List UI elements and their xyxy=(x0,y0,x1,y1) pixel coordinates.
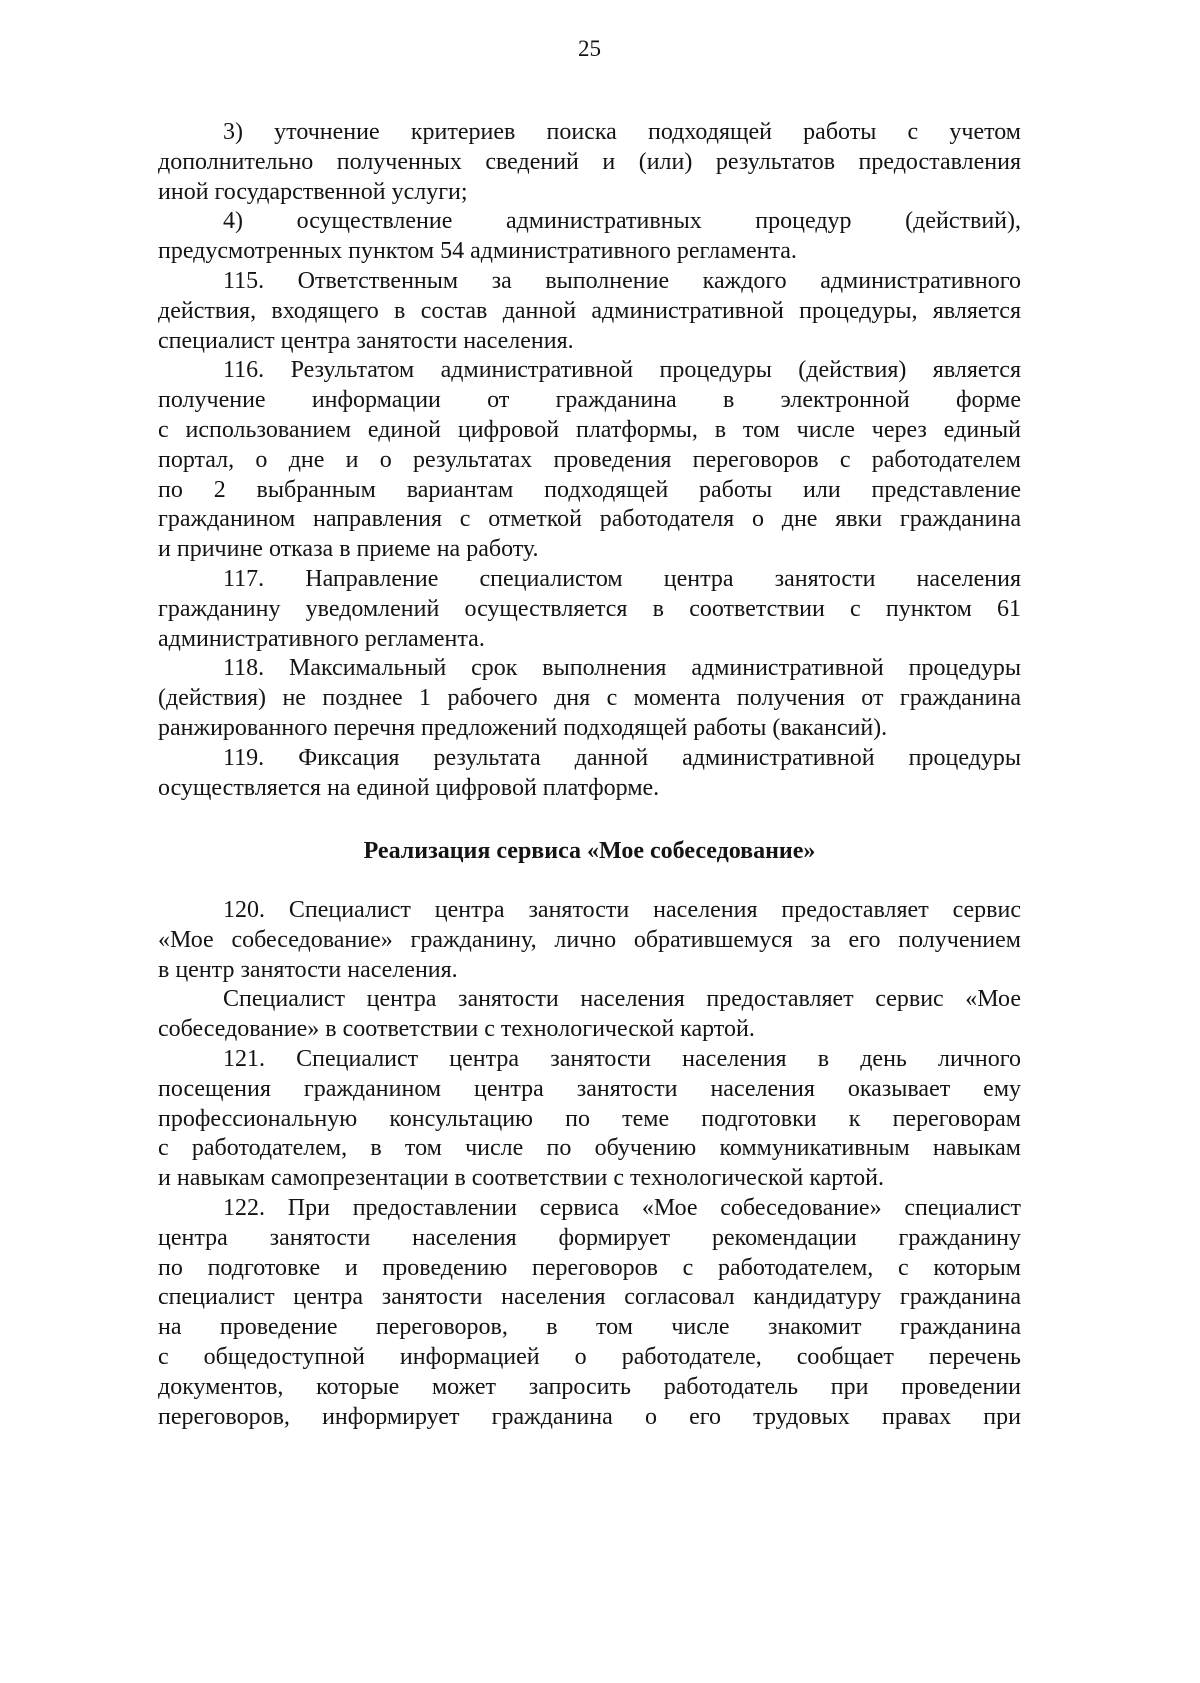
page-number: 25 xyxy=(578,36,601,61)
text-line: дополнительно полученных сведений и (или) результатов предоставления xyxy=(158,148,1021,175)
text-line: по 2 выбранным вариантам подходящей работы или представление xyxy=(158,476,1021,503)
text-line: и навыкам самопрезентации в соответствии с технологической картой. xyxy=(158,1165,884,1192)
text-line: по подготовке и проведению переговоров с работодателем, с которым xyxy=(158,1254,1021,1281)
text-line: портал, о дне и о результатах проведения переговоров с работодателем xyxy=(158,446,1021,473)
text-line: 119. Фиксация результата данной административной процедуры xyxy=(223,744,1021,771)
paragraph xyxy=(158,896,1021,985)
text-line: ранжированного перечня предложений подходящей работы (вакансий). xyxy=(158,714,888,741)
paragraph xyxy=(158,207,1021,267)
section-heading: Реализация сервиса «Мое собеседование» xyxy=(363,838,816,864)
text-line: 116. Результатом административной процедуры (действия) является xyxy=(223,357,1021,384)
text-line: «Мое собеседование» гражданину, лично обратившемуся за его получением xyxy=(158,926,1021,953)
text-line: 121. Специалист центра занятости населения в день личного xyxy=(223,1045,1021,1072)
text-line: в центр занятости населения. xyxy=(158,956,458,983)
text-line: документов, которые может запросить работодатель при проведении xyxy=(158,1373,1021,1400)
paragraph xyxy=(158,565,1021,654)
text-line: центра занятости населения формирует рекомендации гражданину xyxy=(158,1224,1021,1251)
text-line: с работодателем, в том числе по обучению коммуникативным навыкам xyxy=(158,1135,1021,1162)
text-line: административного регламента. xyxy=(158,625,485,652)
text-line: 118. Максимальный срок выполнения административной процедуры xyxy=(223,655,1021,682)
text-line: специалист центра занятости населения согласовал кандидатуру гражданина xyxy=(158,1284,1021,1311)
text-line: 4) осуществление административных процедур (действий), xyxy=(223,208,1021,235)
paragraph xyxy=(158,1045,1021,1194)
text-line: 120. Специалист центра занятости населения предоставляет сервис xyxy=(223,897,1021,923)
text-line: действия, входящего в состав данной административной процедуры, является xyxy=(158,297,1021,324)
text-line: предусмотренных пунктом 54 административного регламента. xyxy=(158,238,797,265)
text-line: 122. При предоставлении сервиса «Мое собеседование» специалист xyxy=(223,1194,1021,1221)
text-line: (действия) не позднее 1 рабочего дня с момента получения от гражданина xyxy=(158,685,1021,712)
text-line: с использованием единой цифровой платформы, в том числе через единый xyxy=(158,416,1021,443)
paragraph xyxy=(158,985,1021,1045)
paragraph xyxy=(158,744,1021,804)
text-block-lower xyxy=(158,896,1021,1432)
text-line: посещения гражданином центра занятости населения оказывает ему xyxy=(158,1075,1021,1102)
text-line: 3) уточнение критериев поиска подходящей работы с учетом xyxy=(223,119,1021,145)
text-line: гражданином направления с отметкой работодателя о дне явки гражданина xyxy=(158,506,1021,533)
paragraph xyxy=(158,267,1021,356)
text-line: специалист центра занятости населения. xyxy=(158,327,574,354)
text-line: осуществляется на единой цифровой платформе. xyxy=(158,774,660,801)
paragraph xyxy=(158,654,1021,743)
paragraph xyxy=(158,356,1021,565)
paragraph xyxy=(158,118,1021,207)
text-line: собеседование» в соответствии с технологической картой. xyxy=(158,1016,755,1043)
text-line: и причине отказа в приеме на работу. xyxy=(158,536,539,563)
text-line: на проведение переговоров, в том числе знакомит гражданина xyxy=(158,1314,1021,1341)
text-line: 117. Направление специалистом центра занятости населения xyxy=(223,565,1021,592)
text-line: переговоров, информирует гражданина о его трудовых правах при xyxy=(158,1403,1021,1430)
text-line: 115. Ответственным за выполнение каждого административного xyxy=(223,267,1021,294)
text-line: с общедоступной информацией о работодателе, сообщает перечень xyxy=(158,1343,1021,1370)
text-line: получение информации от гражданина в электронной форме xyxy=(158,387,1021,414)
text-line: Специалист центра занятости населения предоставляет сервис «Мое xyxy=(223,986,1021,1013)
paragraph xyxy=(158,1194,1021,1432)
text-line: иной государственной услуги; xyxy=(158,178,468,205)
text-line: гражданину уведомлений осуществляется в соответствии с пунктом 61 xyxy=(158,595,1021,622)
text-line: профессиональную консультацию по теме подготовки к переговорам xyxy=(158,1105,1021,1132)
text-block-upper xyxy=(158,118,1021,803)
